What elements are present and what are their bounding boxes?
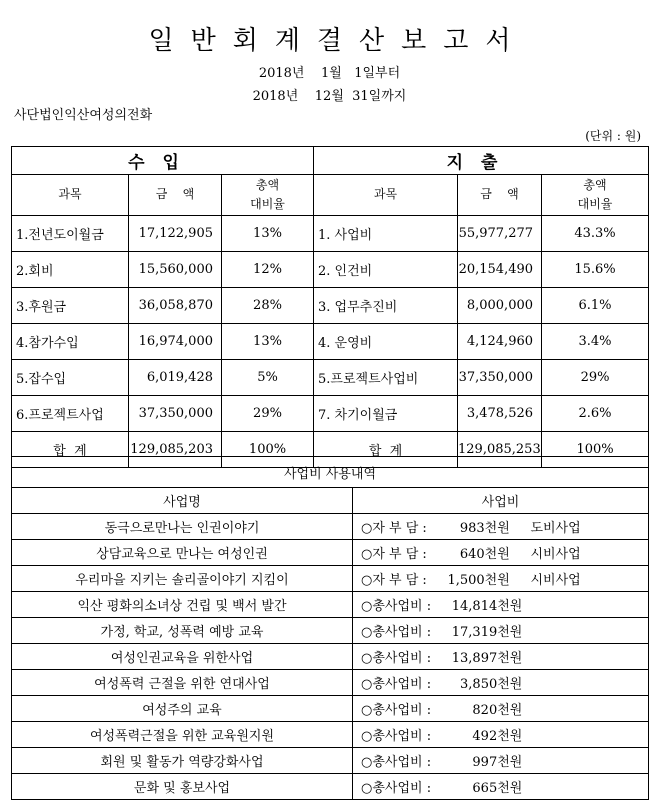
expense-amount: 55,977,277 [458,216,542,252]
expense-col-ratio: 총액 대비율 [542,175,649,216]
table-row [12,670,649,696]
table-row [12,216,649,252]
table-row [12,360,649,396]
expense-item: 1. 사업비 [314,216,458,252]
income-item: 5.잡수입 [12,360,129,396]
project-cost: ○총사업비 : 17,319천원 [353,618,649,644]
expense-total-label: 합 계 [314,432,458,468]
settlement-table [11,146,649,468]
table-row [12,592,649,618]
income-amount: 37,350,000 [129,396,222,432]
project-name: 우리마을 지키는 솔리골이야기 지킴이 [12,566,353,592]
expense-ratio: 15.6% [542,252,649,288]
table-row [12,774,649,800]
income-item: 6.프로젝트사업 [12,396,129,432]
project-name: 익산 평화의소녀상 건립 및 백서 발간 [12,592,353,618]
project-cost: ○자 부 담 : 1,500천원 시비사업 [353,566,649,592]
expense-ratio: 6.1% [542,288,649,324]
expense-amount: 20,154,490 [458,252,542,288]
income-total-amount: 129,085,203 [129,432,222,468]
income-ratio: 5% [222,360,314,396]
project-cost: ○총사업비 : 997천원 [353,748,649,774]
table-row [12,722,649,748]
project-cost: ○총사업비 : 13,897천원 [353,644,649,670]
income-header: 수입 [12,147,314,175]
expense-amount: 4,124,960 [458,324,542,360]
project-name: 문화 및 홍보사업 [12,774,353,800]
table-row [12,252,649,288]
unit-label: (단위 : 원) [585,129,641,143]
table-row [12,396,649,432]
income-amount: 6,019,428 [129,360,222,396]
table-row [12,324,649,360]
details-col-project: 사업명 [12,488,353,514]
income-col-amount: 금 액 [129,175,222,216]
details-caption: 사업비 사용내역 [12,457,649,488]
table-row [12,566,649,592]
project-name: 여성인권교육을 위한사업 [12,644,353,670]
project-name: 회원 및 활동가 역량강화사업 [12,748,353,774]
project-name: 여성폭력근절을 위한 교육원지원 [12,722,353,748]
expense-item: 5.프로젝트사업비 [314,360,458,396]
income-item: 2.회비 [12,252,129,288]
income-item: 3.후원금 [12,288,129,324]
table-row [12,514,649,540]
expense-col-item: 과목 [314,175,458,216]
expense-ratio: 3.4% [542,324,649,360]
expense-amount: 3,478,526 [458,396,542,432]
details-col-cost: 사업비 [353,488,649,514]
project-name: 동극으로만나는 인권이야기 [12,514,353,540]
expense-amount: 37,350,000 [458,360,542,396]
expense-item: 4. 운영비 [314,324,458,360]
project-cost: ○자 부 담 : 983천원 도비사업 [353,514,649,540]
income-col-item: 과목 [12,175,129,216]
table-row [12,644,649,670]
project-cost: ○총사업비 : 3,850천원 [353,670,649,696]
income-ratio: 29% [222,396,314,432]
income-col-ratio: 총액 대비율 [222,175,314,216]
income-total-ratio: 100% [222,432,314,468]
income-item: 4.참가수입 [12,324,129,360]
income-total-label: 합 계 [12,432,129,468]
expense-item: 3. 업무추진비 [314,288,458,324]
project-cost: ○자 부 담 : 640천원 시비사업 [353,540,649,566]
expense-ratio: 29% [542,360,649,396]
expense-item: 2. 인건비 [314,252,458,288]
project-cost: ○총사업비 : 14,814천원 [353,592,649,618]
period-to: 2018년 12월 31일까지 [252,89,407,104]
table-row [12,540,649,566]
project-name: 상담교육으로 만나는 여성인권 [12,540,353,566]
income-ratio: 28% [222,288,314,324]
expense-total-amount: 129,085,253 [458,432,542,468]
expense-col-amount: 금 액 [458,175,542,216]
expense-item: 7. 차기이월금 [314,396,458,432]
table-row [12,748,649,774]
project-cost: ○총사업비 : 665천원 [353,774,649,800]
income-amount: 36,058,870 [129,288,222,324]
period-from: 2018년 1월 1일부터 [258,66,401,81]
expense-header: 지출 [314,147,649,175]
expense-amount: 8,000,000 [458,288,542,324]
project-name: 여성주의 교육 [12,696,353,722]
expense-ratio: 2.6% [542,396,649,432]
income-item: 1.전년도이월금 [12,216,129,252]
document-title: 일반회계결산보고서 [148,26,528,56]
income-amount: 15,560,000 [129,252,222,288]
project-cost: ○총사업비 : 820천원 [353,696,649,722]
table-row [12,618,649,644]
income-amount: 16,974,000 [129,324,222,360]
income-ratio: 13% [222,324,314,360]
table-row [12,696,649,722]
expense-total-ratio: 100% [542,432,649,468]
expense-ratio: 43.3% [542,216,649,252]
project-name: 여성폭력 근절을 위한 연대사업 [12,670,353,696]
organization-name: 사단법인익산여성의전화 [14,108,153,123]
project-cost: ○총사업비 : 492천원 [353,722,649,748]
project-name: 가정, 학교, 성폭력 예방 교육 [12,618,353,644]
income-ratio: 12% [222,252,314,288]
project-expense-table [11,456,649,800]
income-ratio: 13% [222,216,314,252]
table-row [12,288,649,324]
income-amount: 17,122,905 [129,216,222,252]
